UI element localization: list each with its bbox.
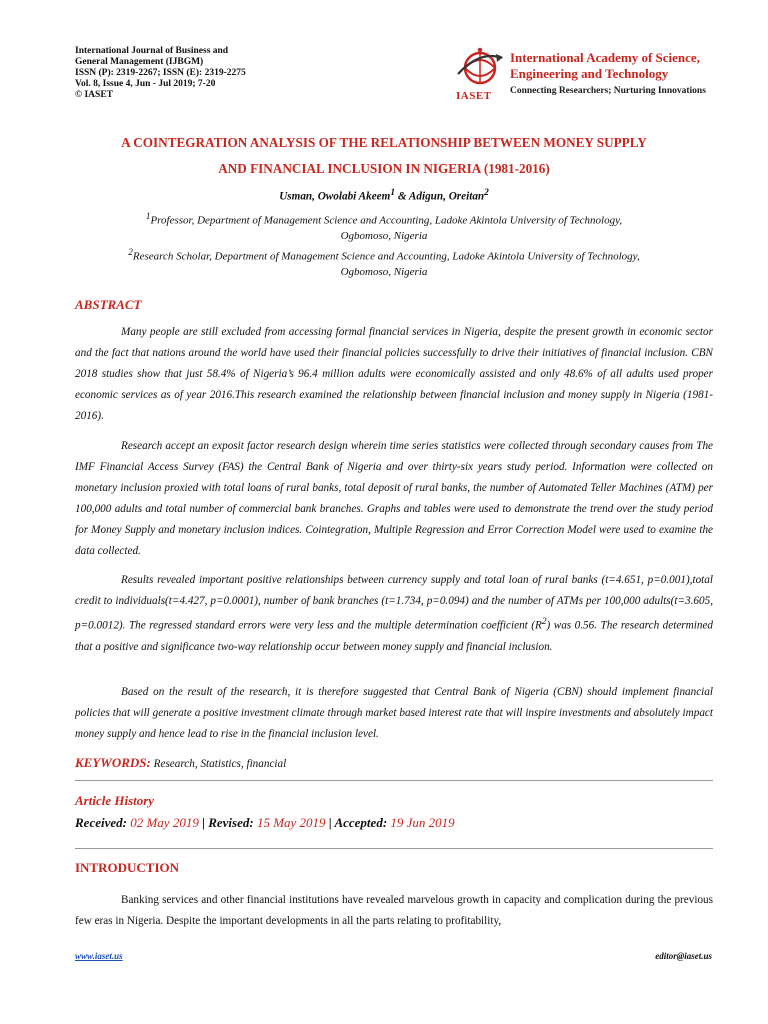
logo-name-line1: International Academy of Science, — [510, 50, 700, 65]
keywords-label: KEYWORDS: — [75, 755, 151, 770]
accepted-label: Accepted: — [334, 815, 388, 830]
affiliation-1-line1: Professor, Department of Management Science and Accounting, Ladoke Akintola University of Technology, — [150, 214, 623, 227]
affiliation-2-line1: Research Scholar, Department of Management Science and Accounting, Ladoke Akintola University of Technology, — [132, 250, 640, 263]
author-1-sup: 1 — [390, 188, 396, 198]
journal-name-line1: International Journal of Business and — [75, 46, 229, 56]
revised-label: Revised: — [208, 815, 254, 830]
affiliation-2-sup: 2 — [128, 247, 133, 257]
journal-volume: Vol. 8, Issue 4, Jun - Jul 2019; 7-20 — [75, 79, 216, 89]
history-separator-1: | — [202, 815, 205, 830]
logo-name-line2: Engineering and Technology — [510, 66, 669, 81]
author-separator: & — [395, 190, 409, 203]
affiliation-2 — [60, 245, 708, 280]
affiliation-2-line2: Ogbomoso, Nigeria — [340, 265, 428, 278]
journal-issn: ISSN (P): 2319-2267; ISSN (E): 2319-2275 — [75, 68, 246, 78]
received-label: Received: — [75, 815, 127, 830]
logo-tagline: Connecting Researchers; Nurturing Innovations — [510, 86, 706, 96]
abstract-p3-sup: 2 — [541, 617, 547, 627]
affiliation-1-line2: Ogbomoso, Nigeria — [340, 229, 428, 242]
keywords — [75, 755, 286, 771]
history-separator-2: | — [328, 815, 332, 830]
author-2-sup: 2 — [484, 188, 489, 198]
logo-acronym: IASET — [456, 90, 492, 102]
journal-info — [75, 46, 246, 101]
abstract-p3-text-b: ) was 0.56. The research determined that a positive and significance two-way relationship occur between money supply and financial inclusion. — [75, 619, 714, 653]
footer-email: editor@iaset.us — [655, 951, 712, 961]
logo-name — [510, 50, 700, 82]
received-date: 02 May 2019 — [130, 815, 199, 830]
article-history-heading: Article History — [75, 793, 155, 808]
authors — [40, 188, 728, 203]
introduction-heading: INTRODUCTION — [75, 860, 180, 875]
introduction-paragraph: Banking services and other financial institutions have revealed marvelous growth in capacity and complication during the previous few eras in Nigeria. Despite the important developments in all the parts relating to profitability, — [75, 894, 713, 927]
abstract-paragraph-1: Many people are still excluded from accessing formal financial services in Nigeria, despite the present growth in economic sector and the fact that nations around the world have used their financial policies successfully to drive their initiatives of financial inclusion. CBN 2018 studies show that just 58.4% of Nigeria’s 96.4 million adults were economically assisted and only 48.6% of all adults used proper economic services as of year 2016.This research examined the relationship between financial inclusion and money supply in Nigeria (1981-2016). — [75, 326, 713, 422]
divider-top — [75, 780, 713, 781]
abstract-paragraph-3 — [75, 570, 713, 658]
abstract-paragraph-2: Research accept an exposit factor research design wherein time series statistics were collected through secondary causes from The IMF Financial Access Survey (FAS) the Central Bank of Nigeria and over thirty-six years study period. Information were collected on monetary inclusion proxied with total loans of rural banks, total deposit of rural banks, the number of Automated Teller Machines (ATM) per 100,000 adults and total number of commercial bank branches. Graphs and tables were used to demonstrate the trend over the study period for Money Supply and monetary inclusion indices. Cointegration, Multiple Regression and Error Correction Model were used to examine the data collected. — [75, 440, 713, 557]
journal-name-line2: General Management (IJBGM) — [75, 57, 204, 67]
author-1: Usman, Owolabi Akeem — [279, 190, 391, 203]
divider-bottom — [75, 848, 713, 849]
paper-title — [40, 130, 728, 182]
affiliation-1 — [60, 209, 708, 244]
iaset-logo — [452, 44, 722, 106]
footer-website-link[interactable]: www.iaset.us — [75, 951, 123, 961]
abstract-paragraph-4: Based on the result of the research, it is therefore suggested that Central Bank of Nigeria (CBN) should implement financial policies that will generate a positive investment climate through market based interest rate that will inspire investments and absolutely impact money supply and hence lead to rise in the financial inclusion level. — [75, 686, 713, 740]
abstract-p3-text-a: Results revealed important positive relationships between currency supply and total loan of rural banks (t=4.651, p=0.001),total credit to individuals(t=4.427, p=0.0001), number of bank branches (t=1.734, p=0.094) and the number of ATMs per 100,000 adults(t=3.605, p=0.0012). The regressed standard errors were very less and the multiple determination coefficient (R — [75, 574, 713, 632]
affiliation-1-sup: 1 — [145, 211, 151, 221]
paper-title-line1: A COINTEGRATION ANALYSIS OF THE RELATIONSHIP BETWEEN MONEY SUPPLY — [121, 135, 647, 150]
journal-copyright: © IASET — [75, 90, 113, 100]
article-history-dates — [75, 815, 455, 831]
paper-title-line2: AND FINANCIAL INCLUSION IN NIGERIA (1981-2016) — [218, 161, 550, 176]
iaset-globe-logo-icon — [452, 44, 508, 92]
revised-date: 15 May 2019 — [256, 815, 326, 830]
keywords-text: Research, Statistics, financial — [153, 758, 287, 770]
author-2: Adigun, Oreitan — [408, 190, 485, 203]
accepted-date: 19 Jun 2019 — [390, 815, 455, 830]
abstract-heading: ABSTRACT — [75, 297, 142, 312]
